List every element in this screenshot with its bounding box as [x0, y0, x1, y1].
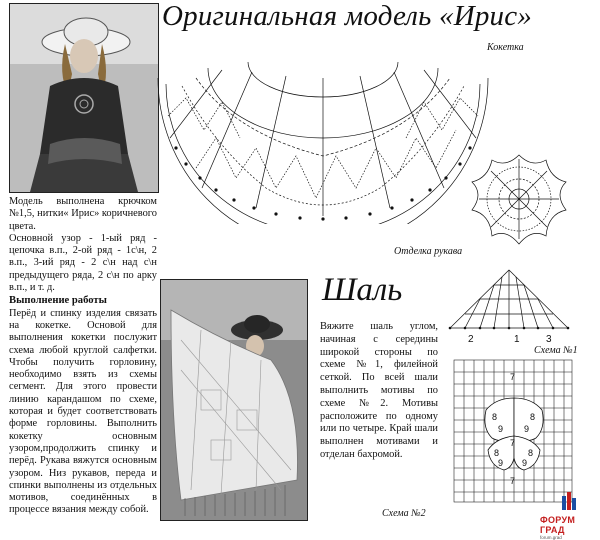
yoke-label: Кокетка — [487, 42, 524, 53]
schema-2-label: Схема №2 — [382, 508, 426, 519]
svg-text:9: 9 — [524, 424, 530, 434]
svg-text:8: 8 — [530, 412, 536, 422]
svg-text:8: 8 — [528, 448, 534, 458]
materials-paragraph: Модель выполнена крючком №1,5, нитки« Ирис» коричневого цвета. — [9, 196, 157, 232]
schema-1-label: Схема №1 — [534, 345, 578, 356]
schema-1-number: 3 — [546, 334, 552, 345]
svg-text:8: 8 — [492, 412, 498, 422]
svg-text:7: 7 — [510, 438, 516, 448]
logo-name: ФОРУМ ГРАД — [540, 515, 576, 535]
instructions-paragraph: Перёд и спинку изделия связать на кокетке. Основой для выполнения кокетки послужит схема любой круглой салфетки. Чтобы получить горловину, необходимо взять из схемы сегмент. Для этого провести линию карандашом по схеме, которая и будет соответствовать форме горловины. Выполнить кокетку основным узором,продолжить спинку и перёд. Рукава вяжутся основным узором. Низ рукавов, переда и спинки выполнены из отдельных мотивов, соединённых в процессе вязания между собой. — [9, 307, 157, 516]
shawl-photo — [160, 279, 308, 521]
sleeve-trim-label: Отделка рукава — [394, 246, 463, 257]
model-description — [9, 196, 157, 517]
forum-logo — [540, 490, 598, 540]
svg-text:7: 7 — [510, 476, 516, 486]
model-photo — [9, 3, 159, 193]
svg-text:7: 7 — [510, 372, 516, 382]
work-heading: Выполнение работы — [9, 295, 107, 307]
sleeve-trim-diagram — [462, 148, 576, 250]
page-title: Оригинальная модель «Ирис» — [162, 0, 533, 32]
svg-text:9: 9 — [498, 458, 504, 468]
schema-2-diagram — [452, 358, 576, 506]
shawl-title: Шаль — [322, 272, 403, 308]
yoke-diagram — [156, 38, 490, 224]
schema-1-number: 2 — [468, 334, 474, 345]
schema-1-diagram — [444, 268, 574, 340]
svg-text:9: 9 — [498, 424, 504, 434]
pattern-paragraph: Основной узор - 1-ый ряд - цепочка в.п., 2-ой ряд - 1с\н, 2 в.п., 3-ий ряд - 2 с\н над с\н предыдущего ряда, 2 с\н по арку в.п., и т. д. — [9, 232, 157, 294]
shawl-description: Вяжите шаль углом, начиная с середины широкой стороны по схеме №1, филейной сеткой. По всей шали выполнить мотивы по схеме №2. Мотивы расположите по одному или по четыре. Край шали выполнен мотивами и отделан бахромой. — [320, 321, 438, 460]
svg-text:8: 8 — [494, 448, 500, 458]
logo-tagline: forum.grad — [540, 535, 562, 540]
schema-1-number: 1 — [514, 334, 520, 345]
svg-text:9: 9 — [522, 458, 528, 468]
